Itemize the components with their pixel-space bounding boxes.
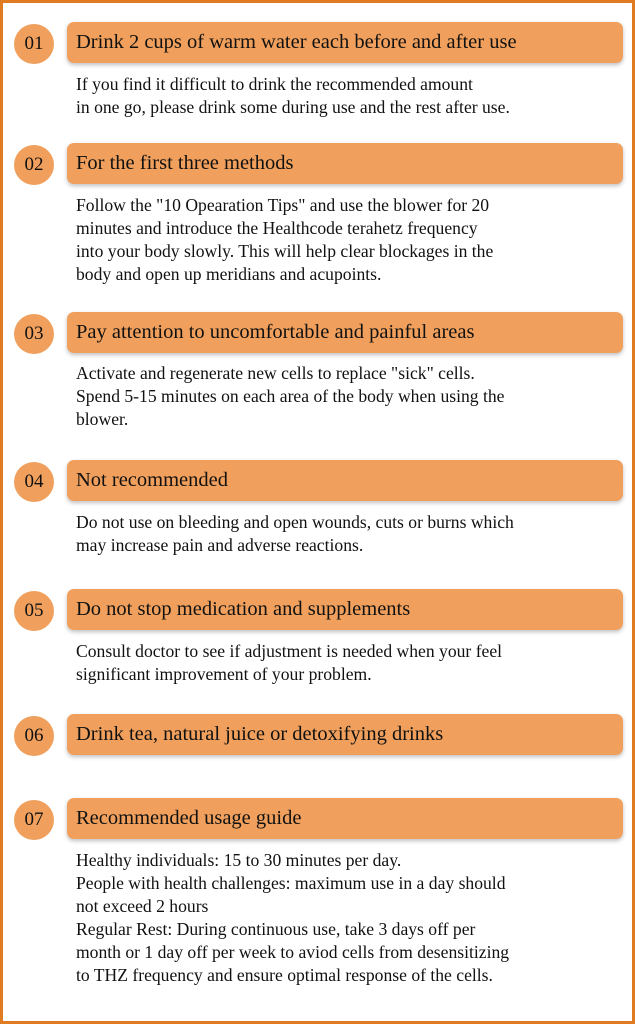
body-line: into your body slowly. This will help clear blockages in the <box>76 241 494 261</box>
section-heading: Not recommended <box>67 460 623 501</box>
step-number-badge: 05 <box>14 591 54 631</box>
body-line: Consult doctor to see if adjustment is needed when your feel <box>76 641 503 661</box>
step-number-badge: 02 <box>14 145 54 185</box>
body-line: month or 1 day off per week to aviod cells from desensitizing <box>76 942 510 962</box>
section-heading: For the first three methods <box>67 143 623 184</box>
body-line: Do not use on bleeding and open wounds, cuts or burns which <box>76 512 514 532</box>
section-body <box>76 511 628 557</box>
body-line: to THZ frequency and ensure optimal response of the cells. <box>76 965 493 985</box>
body-line: body and open up meridians and acupoints. <box>76 264 382 284</box>
body-line: blower. <box>76 409 129 429</box>
section-heading: Drink 2 cups of warm water each before and after use <box>67 22 623 63</box>
section-body <box>76 194 628 286</box>
section-heading: Recommended usage guide <box>67 798 623 839</box>
step-number-badge: 03 <box>14 314 54 354</box>
body-line: Activate and regenerate new cells to replace "sick" cells. <box>76 363 475 383</box>
section-heading: Do not stop medication and supplements <box>67 589 623 630</box>
body-line: If you find it difficult to drink the recommended amount <box>76 74 473 94</box>
body-line: in one go, please drink some during use and the rest after use. <box>76 97 510 117</box>
body-line: Regular Rest: During continuous use, take 3 days off per <box>76 919 476 939</box>
body-line: Follow the "10 Opearation Tips" and use the blower for 20 <box>76 195 490 215</box>
section-body <box>76 73 628 119</box>
step-number-badge: 06 <box>14 716 54 756</box>
section-heading: Drink tea, natural juice or detoxifying drinks <box>67 714 623 755</box>
step-number-badge: 01 <box>14 24 54 64</box>
section-body <box>76 362 628 431</box>
step-number-badge: 07 <box>14 800 54 840</box>
section-body <box>76 640 628 686</box>
body-line: significant improvement of your problem. <box>76 664 372 684</box>
body-line: not exceed 2 hours <box>76 896 209 916</box>
body-line: People with health challenges: maximum use in a day should <box>76 873 506 893</box>
body-line: may increase pain and adverse reactions. <box>76 535 364 555</box>
body-line: Spend 5-15 minutes on each area of the body when using the <box>76 386 505 406</box>
section-heading: Pay attention to uncomfortable and painful areas <box>67 312 623 353</box>
step-number-badge: 04 <box>14 462 54 502</box>
section-body <box>76 849 628 987</box>
body-line: Healthy individuals: 15 to 30 minutes per day. <box>76 850 402 870</box>
body-line: minutes and introduce the Healthcode terahetz frequency <box>76 218 478 238</box>
